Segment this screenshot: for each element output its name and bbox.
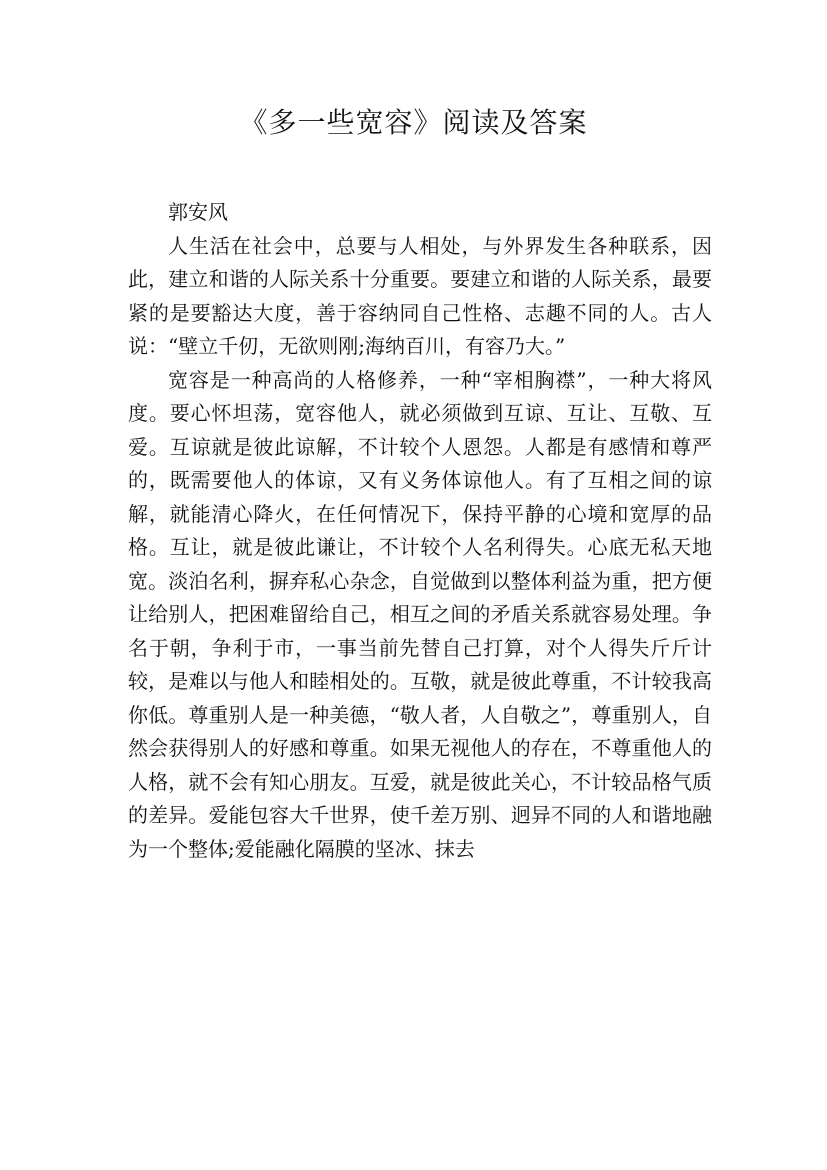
paragraph-2: 宽容是一种高尚的人格修养，一种“宰相胸襟”，一种大将风度。要心怀坦荡，宽容他人，就必须做到互谅、互让、互敬、互爱。互谅就是彼此谅解，不计较个人恩怨。人都是有感情和尊严的，既需要他人的体谅，又有义务体谅他人。有了互相之间的谅解，就能清心降火，在任何情况下，保持平静的心境和宽厚的品格。互让，就是彼此谦让，不计较个人名利得失。心底无私天地宽。淡泊名利，摒弃私心杂念，自觉做到以整体利益为重，把方便让给别人，把困难留给自己，相互之间的矛盾关系就容易处理。争名于朝，争利于市，一事当前先替自己打算，对个人得失斤斤计较，是难以与他人和睦相处的。互敬，就是彼此尊重，不计较我高你低。尊重别人是一种美德，“敬人者，人自敬之”，尊重别人，自然会获得别人的好感和尊重。如果无视他人的存在，不尊重他人的人格，就不会有知心朋友。互爱，就是彼此关心，不计较品格气质的差异。爱能包容大千世界，使千差万别、迥异不同的人和谐地融为一个整体;爱能融化隔膜的坚冰、抹去 — [128, 367, 712, 861]
document-body — [128, 196, 712, 866]
author-line: 郭安风 — [168, 200, 228, 224]
document-title: 《多一些宽容》阅读及答案 — [239, 106, 588, 139]
paragraph-1: 人生活在社会中，总要与人相处，与外界发生各种联系，因此，建立和谐的人际关系十分重要。要建立和谐的人际关系，最要紧的是要豁达大度，善于容纳同自己性格、志趣不同的人。古人说：“壁立千仞，无欲则刚;海纳百川，有容乃大。” — [128, 233, 712, 358]
